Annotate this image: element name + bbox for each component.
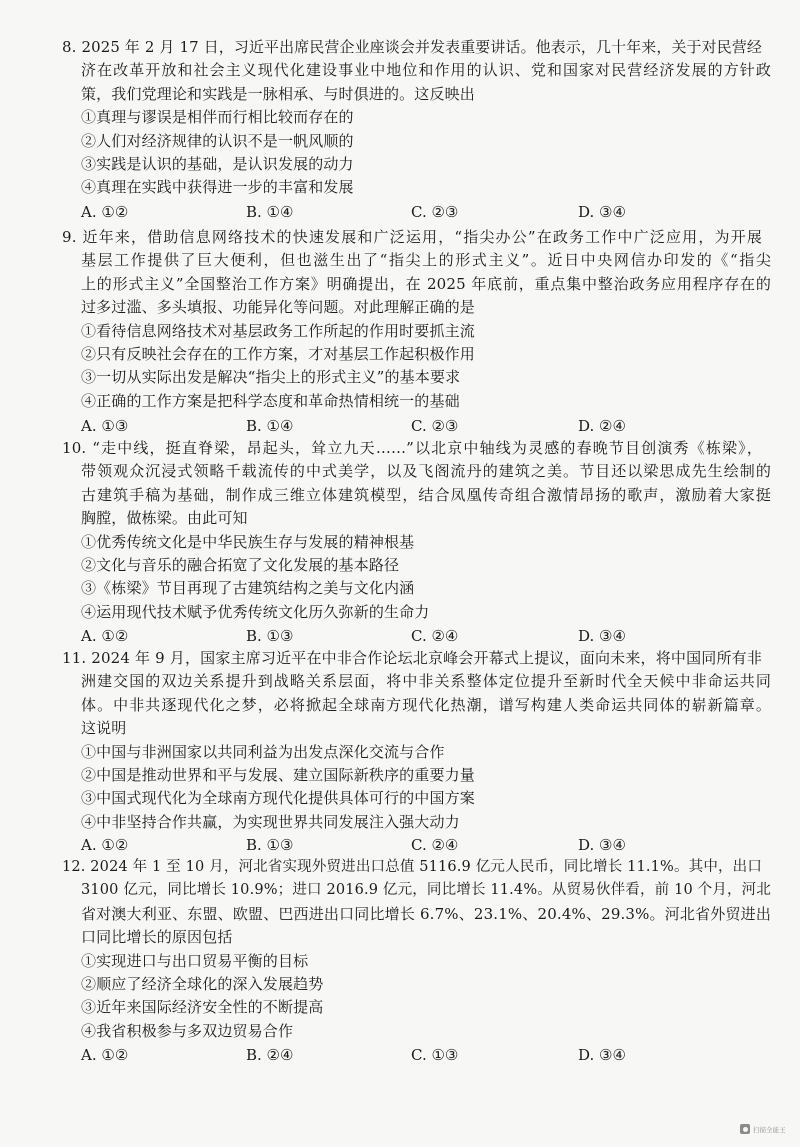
question-text-line: 洲建交国的双边关系提升到战略关系层面，将中非关系整体定位提升至新时代全天候中非命运共同 xyxy=(81,672,771,690)
question-text-line: 过多过滥、多头填报、功能异化等问题。对此理解正确的是 xyxy=(81,298,475,316)
statement-8: ④真理在实践中获得进一步的丰富和发展 xyxy=(81,178,354,196)
option-c: C. ②③ xyxy=(411,417,459,435)
question-text-line: 10. “走中线，挺直脊梁，昂起头，耸立九天……”以北京中轴线为灵感的春晚节目创演秀《栋梁》， xyxy=(62,439,762,457)
question-text-line: 8. 2025 年 2 月 17 日，习近平出席民营企业座谈会并发表重要讲话。他表示，几十年来，关于对民营经 xyxy=(62,38,762,56)
option-d: D. ③④ xyxy=(578,627,626,645)
option-b: B. ②④ xyxy=(246,1046,294,1064)
statement-10: ②文化与音乐的融合拓宽了文化发展的基本路径 xyxy=(81,556,400,574)
statement-11: ④中非坚持合作共赢，为实现世界共同发展注入强大动力 xyxy=(81,813,460,831)
option-d: D. ③④ xyxy=(578,836,626,854)
statement-10: ④运用现代技术赋予优秀传统文化历久弥新的生命力 xyxy=(81,603,430,621)
statement-9: ④正确的工作方案是把科学态度和革命热情相统一的基础 xyxy=(81,392,460,410)
question-text-line: 古建筑手稿为基础，制作成三维立体建筑模型，结合凤凰传奇组合激情昂扬的歌声，激励着大家挺 xyxy=(81,486,771,504)
watermark-text: 扫描全能王 xyxy=(753,1125,786,1134)
option-c: C. ①③ xyxy=(411,1046,459,1064)
question-text-line: 体。中非共逐现代化之梦，必将掀起全球南方现代化热潮，谱写构建人类命运共同体的崭新篇章。 xyxy=(81,696,771,714)
question-text-line: 9. 近年来，借助信息网络技术的快速发展和广泛运用，“指尖办公”在政务工作中广泛应用，为开展 xyxy=(62,228,762,246)
option-d: D. ③④ xyxy=(578,1046,626,1064)
option-b: B. ①③ xyxy=(246,627,294,645)
question-text-line: 基层工作提供了巨大便利，但也滋生出了“指尖上的形式主义”。近日中央网信办印发的《“指尖 xyxy=(81,251,771,269)
statement-11: ③中国式现代化为全球南方现代化提供具体可行的中国方案 xyxy=(81,789,475,807)
question-text-line: 口同比增长的原因包括 xyxy=(81,928,233,946)
statement-8: ③实践是认识的基础，是认识发展的动力 xyxy=(81,155,354,173)
question-text-line: 胸膛，做栋梁。由此可知 xyxy=(81,509,248,527)
question-text-line: 带领观众沉浸式领略千载流传的中式美学，以及飞阁流丹的建筑之美。节目还以梁思成先生绘制的 xyxy=(81,462,771,480)
statement-11: ②中国是推动世界和平与发展、建立国际新秩序的重要力量 xyxy=(81,766,475,784)
question-text-line: 策，我们党理论和实践是一脉相承、与时俱进的。这反映出 xyxy=(81,85,475,103)
statement-8: ②人们对经济规律的认识不是一帆风顺的 xyxy=(81,132,354,150)
statement-10: ①优秀传统文化是中华民族生存与发展的精神根基 xyxy=(81,533,415,551)
option-c: C. ②③ xyxy=(411,203,459,221)
option-b: B. ①③ xyxy=(246,836,294,854)
option-c: C. ②④ xyxy=(411,836,459,854)
statement-10: ③《栋梁》节目再现了古建筑结构之美与文化内涵 xyxy=(81,579,415,597)
statement-8: ①真理与谬误是相伴而行相比较而存在的 xyxy=(81,108,354,126)
question-text-line: 这说明 xyxy=(81,719,127,737)
scanner-logo-icon xyxy=(740,1124,750,1134)
statement-12: ②顺应了经济全球化的深入发展趋势 xyxy=(81,975,324,993)
question-text-line: 11. 2024 年 9 月，国家主席习近平在中非合作论坛北京峰会开幕式上提议，面向未来，将中国同所有非 xyxy=(62,649,762,667)
option-a: A. ①② xyxy=(81,203,129,221)
option-d: D. ②④ xyxy=(578,417,626,435)
statement-9: ②只有反映社会存在的工作方案，才对基层工作起积极作用 xyxy=(81,345,475,363)
statement-11: ①中国与非洲国家以共同利益为出发点深化交流与合作 xyxy=(81,743,445,761)
question-text-line: 济在改革开放和社会主义现代化建设事业中地位和作用的认识、党和国家对民营经济发展的方针政 xyxy=(81,61,771,79)
option-b: B. ①④ xyxy=(246,417,294,435)
option-c: C. ②④ xyxy=(411,627,459,645)
watermark xyxy=(740,1121,792,1137)
option-a: A. ①② xyxy=(81,1046,129,1064)
option-a: A. ①② xyxy=(81,627,129,645)
option-a: A. ①② xyxy=(81,836,129,854)
question-text-line: 上的形式主义”全国整治工作方案》明确提出，在 2025 年底前，重点集中整治政务应用程序存在的 xyxy=(81,275,771,293)
statement-12: ④我省积极参与多双边贸易合作 xyxy=(81,1022,294,1040)
statement-12: ③近年来国际经济安全性的不断提高 xyxy=(81,998,324,1016)
statement-9: ①看待信息网络技术对基层政务工作所起的作用时要抓主流 xyxy=(81,322,475,340)
question-text-line: 3100 亿元，同比增长 10.9%；进口 2016.9 亿元，同比增长 11.4%。从贸易伙伴看，前 10 个月，河北 xyxy=(81,882,771,898)
question-text-line: 省对澳大利亚、东盟、欧盟、巴西进出口同比增长 6.7%、23.1%、20.4%、29.3%。河北省外贸进出 xyxy=(81,905,771,923)
option-d: D. ③④ xyxy=(578,203,626,221)
statement-12: ①实现进口与出口贸易平衡的目标 xyxy=(81,952,309,970)
statement-9: ③一切从实际出发是解决“指尖上的形式主义”的基本要求 xyxy=(81,368,461,386)
option-a: A. ①③ xyxy=(81,417,129,435)
question-text-line: 12. 2024 年 1 至 10 月，河北省实现外贸进出口总值 5116.9 亿元人民币，同比增长 11.1%。其中，出口 xyxy=(62,859,762,875)
option-b: B. ①④ xyxy=(246,203,294,221)
